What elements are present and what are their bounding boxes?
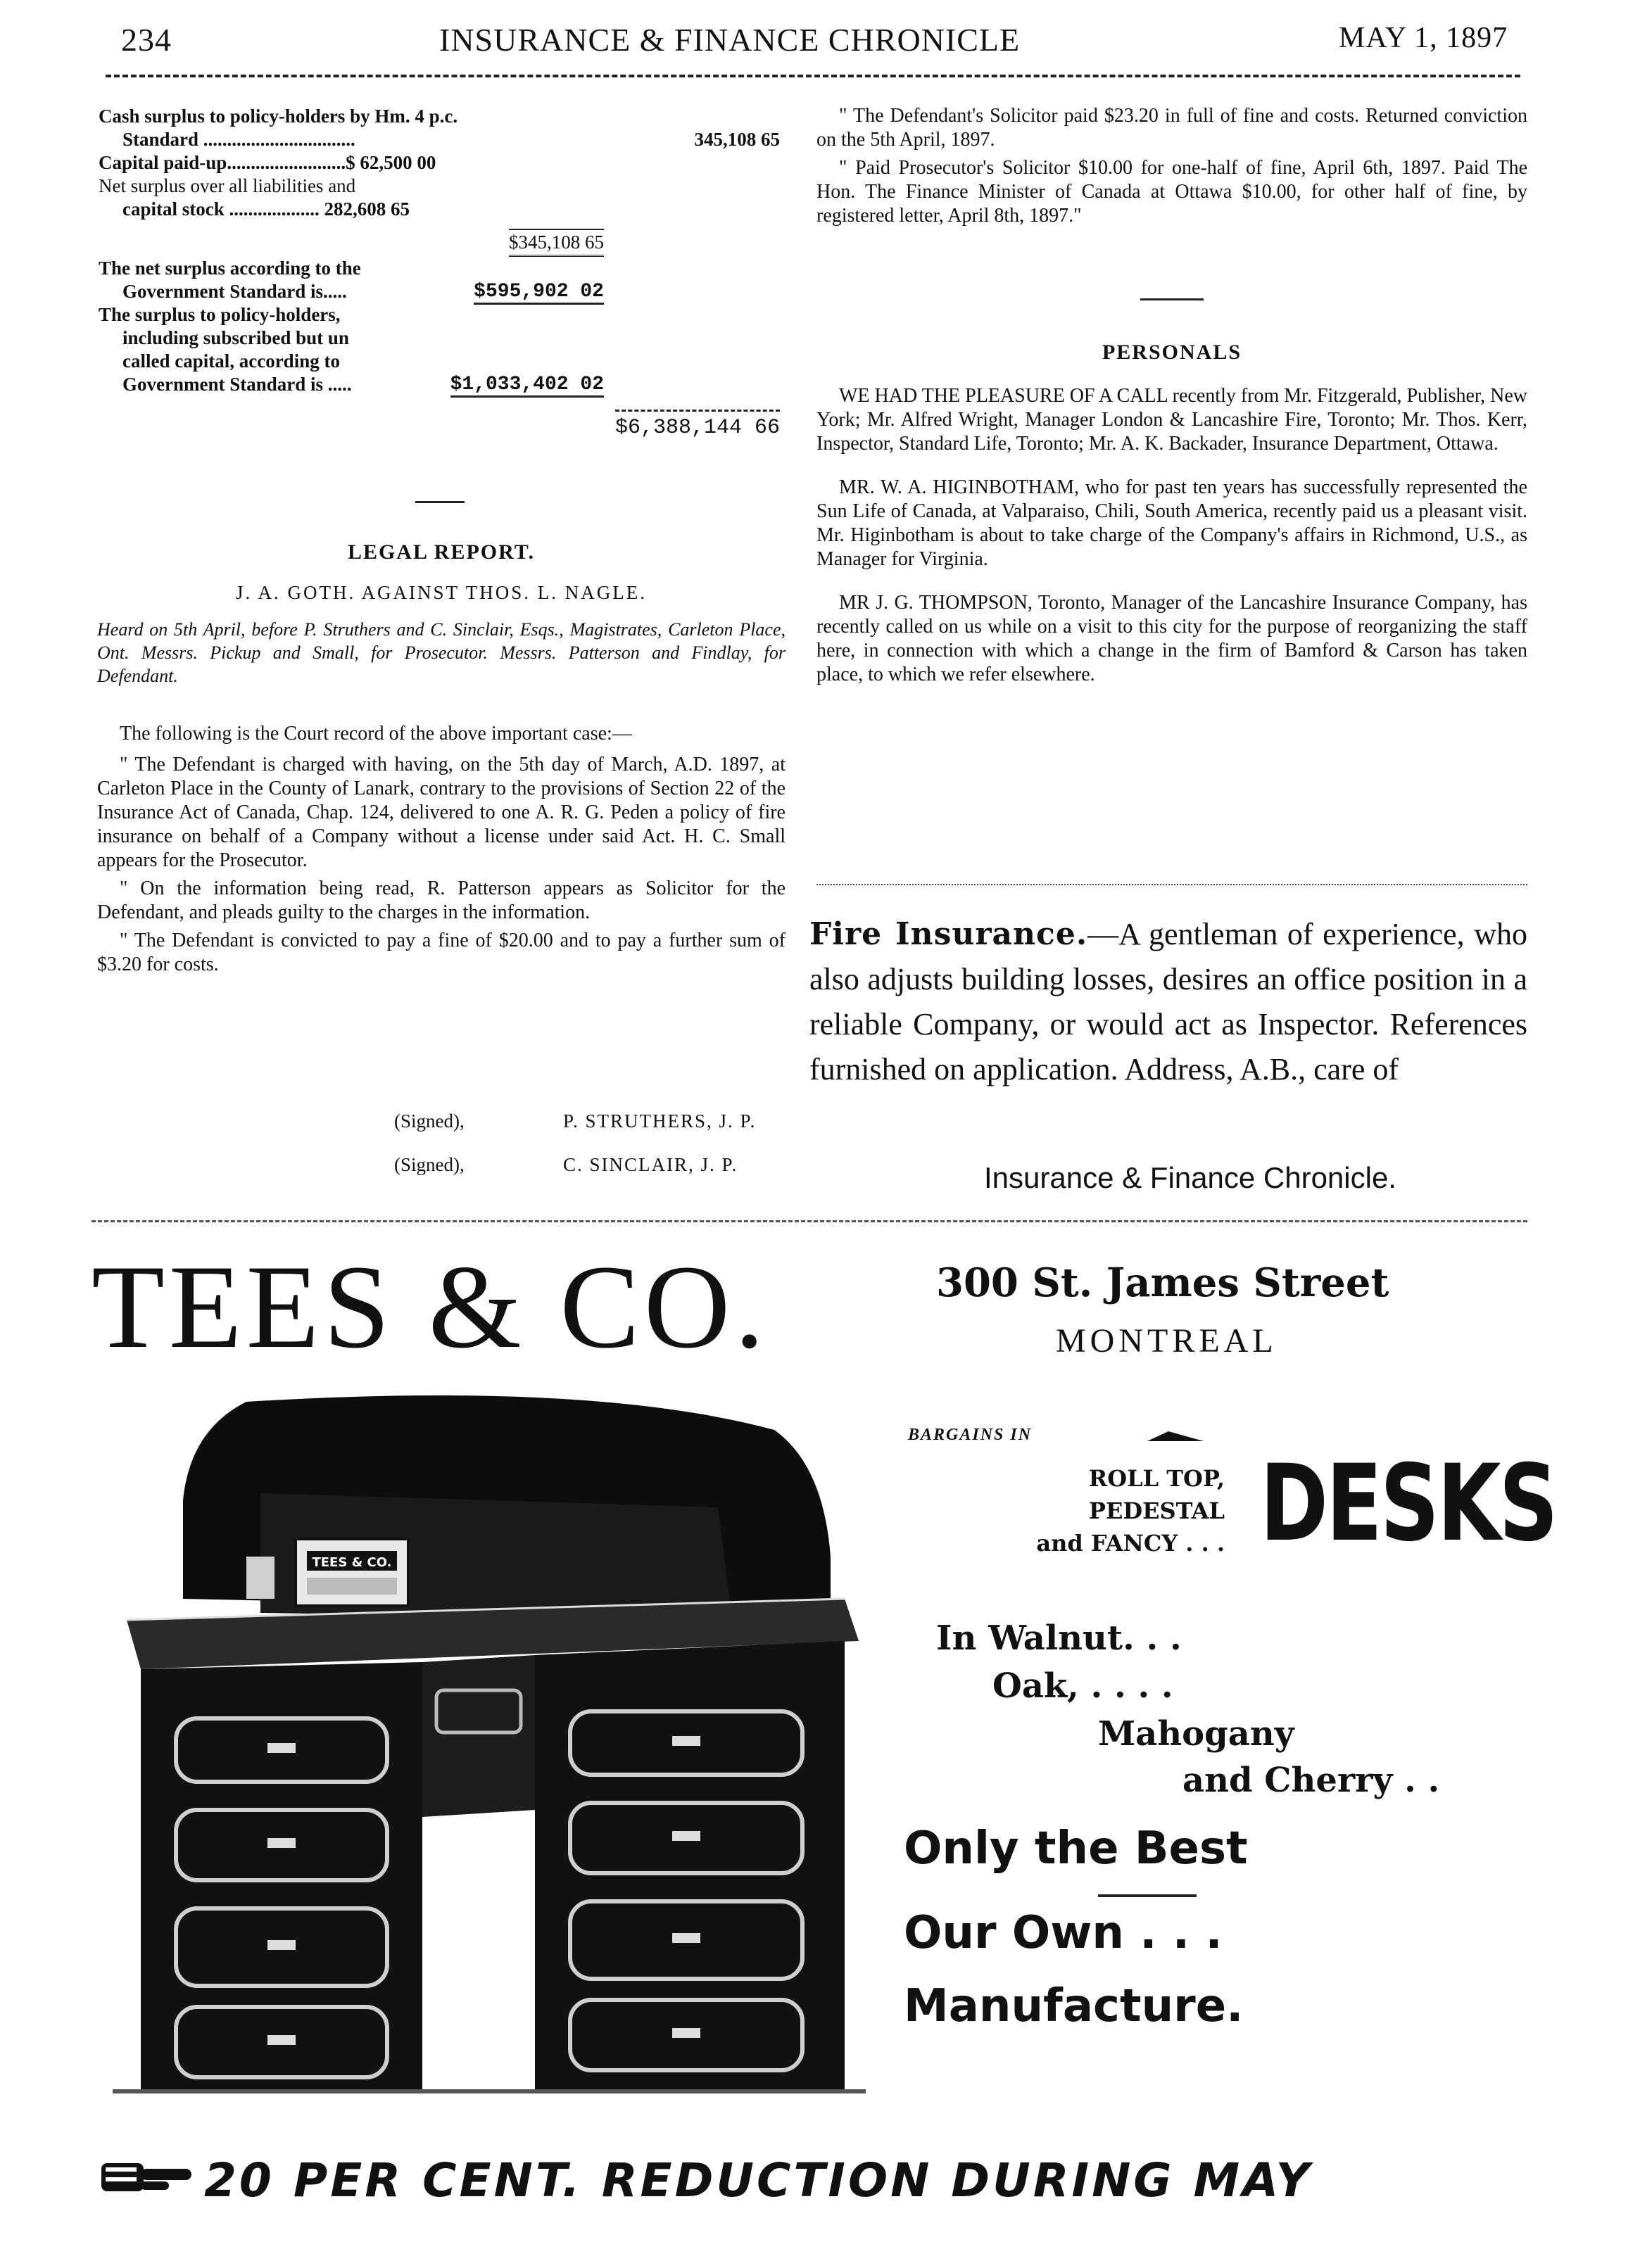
fire-insurance-ad — [809, 912, 1527, 1092]
journal-title: INSURANCE & FINANCE CHRONICLE — [439, 22, 1021, 58]
divider — [1098, 1894, 1197, 1897]
net-surplus-value: $595,902 02 — [474, 281, 604, 305]
ledger-label: capital stock ................... 282,608 65 — [122, 198, 410, 220]
conviction-paragraph: " The Defendant's Solicitor paid $23.20 in full of fine and costs. Returned conviction on the 5th April, 1897. — [816, 105, 1527, 151]
header-rule — [106, 75, 1520, 77]
roll-top-desk-illustration — [99, 1388, 873, 2105]
ledger-label: called capital, according to — [122, 350, 340, 372]
only-best-text: Only the Best — [904, 1823, 1248, 1875]
ad-separator — [92, 1220, 1527, 1222]
own-text: Our Own . . . — [904, 1907, 1223, 1959]
ledger-label: Net surplus over all liabilities and — [99, 175, 356, 196]
desk-types — [957, 1462, 1225, 1559]
legal-report-title: LEGAL REPORT. — [347, 540, 536, 564]
page-number: 234 — [121, 22, 172, 58]
divider — [1140, 298, 1204, 300]
ledger-label: Cash surplus to policy-holders by Hm. 4 p.c. — [99, 106, 458, 127]
personals-paragraph: MR J. G. THOMPSON, Toronto, Manager of the Lancashire Insurance Company, has recently called on us while on a visit to this city for the purpose of reorganizing the staff here, in connection with which a change in the firm of Bamford & Carson has taken place, to which we refer elsewhere. — [816, 592, 1527, 685]
conviction-notes — [816, 104, 1527, 232]
tees-street: 300 St. James Street — [936, 1260, 1389, 1306]
ledger-subtotal: $345,108 65 — [509, 229, 604, 257]
conviction-paragraph: " Paid Prosecutor's Solicitor $10.00 for one-half of fine, April 6th, 1897. Paid The Hon. The Finance Minister of Canada at Ottawa $10.00, for other half of fine, by registered letter, April 8th, 1897." — [816, 157, 1527, 227]
case-title: J. A. GOTH. AGAINST THOS. L. NAGLE. — [235, 582, 647, 603]
legal-body — [97, 722, 786, 981]
signatory-name: P. STRUTHERS, J. P. — [563, 1110, 757, 1132]
manufacture-text: Manufacture. — [904, 1980, 1244, 2032]
ledger-label: Capital paid-up.........................$ 62,500 00 — [99, 152, 436, 173]
tees-city: MONTREAL — [1056, 1322, 1278, 1360]
legal-paragraph: " On the information being read, R. Patterson appears as Solicitor for the Defendant, and pleads guilty to the charges in the information. — [97, 878, 786, 923]
policy-surplus-value: $1,033,402 02 — [450, 374, 604, 398]
ledger-label: Government Standard is ..... — [122, 374, 352, 395]
tees-company-name: TEES & CO. — [92, 1241, 769, 1373]
legal-paragraph: " The Defendant is charged with having, on the 5th day of March, A.D. 1897, at Carleton Place in the County of Lanark, contrary to the provisions of Section 22 of the Insurance Act of Canada, Chap. 124, delivered to one A. R. G. Peden a policy of fire insurance on behalf of a Company without a license under said Act. H. C. Small appears for the Prosecutor. — [97, 754, 786, 871]
signed-label: (Signed), — [394, 1110, 465, 1132]
bargains-arrow-icon — [1021, 1428, 1211, 1445]
desks-heading: DESKS — [1260, 1443, 1556, 1565]
fire-ad-body: —A gentleman of experience, who also adjusts building losses, desires an office position in a reliable Company, or would act as Inspector. References furnished on application. Address, A.B., care of — [809, 917, 1527, 1087]
ledger-amount: 345,108 65 — [694, 129, 780, 150]
desk-type: and FANCY . . . — [1036, 1530, 1225, 1557]
ledger-label: including subscribed but un — [122, 327, 349, 348]
fire-ad-signature: Insurance & Finance Chronicle. — [984, 1161, 1396, 1194]
ledger-label: The surplus to policy-holders, — [99, 304, 341, 325]
ledger-label: The net surplus according to the — [99, 258, 361, 279]
issue-date: MAY 1, 1897 — [1339, 22, 1508, 54]
signed-label: (Signed), — [394, 1154, 465, 1175]
legal-intro: The following is the Court record of the above important case:— — [120, 723, 632, 745]
desk-sign-text: TEES & CO. — [312, 1555, 392, 1570]
fire-ad-heading: Fire Insurance. — [809, 916, 1088, 952]
pointing-hand-icon — [99, 2156, 197, 2198]
personals-title: PERSONALS — [1102, 341, 1242, 364]
divider — [816, 884, 1527, 885]
reduction-banner: 20 PER CENT. REDUCTION DURING MAY — [204, 2153, 1313, 2207]
hearing-details: Heard on 5th April, before P. Struthers and C. Sinclair, Esqs., Magistrates, Carleton Place, Ont. Messrs. Pickup and Small, for Prosecutor. Messrs. Patterson and Findlay, for Defendant. — [97, 619, 786, 686]
wood-option: Mahogany — [1098, 1714, 1294, 1754]
divider — [415, 501, 465, 503]
bargains-label — [908, 1426, 1032, 1445]
grand-total: $6,388,144 66 — [615, 410, 780, 440]
bargains-text: BARGAINS IN — [908, 1426, 1033, 1444]
signatory-name: C. SINCLAIR, J. P. — [563, 1154, 738, 1175]
personals-paragraph: MR. W. A. HIGINBOTHAM, who for past ten years has successfully represented the Sun Life of Canada, at Valparaiso, Chili, South America, recently paid us a pleasant visit. Mr. Higinbotham is about to take charge of the Company's affairs in Richmond, U.S., as Manager for Virginia. — [816, 476, 1527, 570]
desk-type: PEDESTAL — [1088, 1497, 1225, 1524]
wood-option: and Cherry . . — [1182, 1761, 1440, 1800]
wood-option: In Walnut. . . — [936, 1618, 1182, 1658]
ledger-label: Government Standard is..... — [122, 281, 347, 302]
wood-option: Oak, . . . . — [992, 1666, 1173, 1706]
surplus-ledger — [99, 106, 780, 440]
desk-type: ROLL TOP, — [1088, 1465, 1225, 1492]
legal-paragraph: " The Defendant is convicted to pay a fine of $20.00 and to pay a further sum of $3.20 for costs. — [97, 930, 786, 975]
ledger-label: Standard ................................ — [122, 129, 355, 150]
personals-paragraph: WE HAD THE PLEASURE OF A CALL recently from Mr. Fitzgerald, Publisher, New York; Mr. Alfred Wright, Manager London & Lancashire Fire, Toronto; Mr. Thos. Kerr, Inspector, Standard Life, Toronto; Mr. A. K. Backader, Insurance Department, Ottawa. — [816, 385, 1527, 455]
personals-body — [816, 384, 1527, 691]
